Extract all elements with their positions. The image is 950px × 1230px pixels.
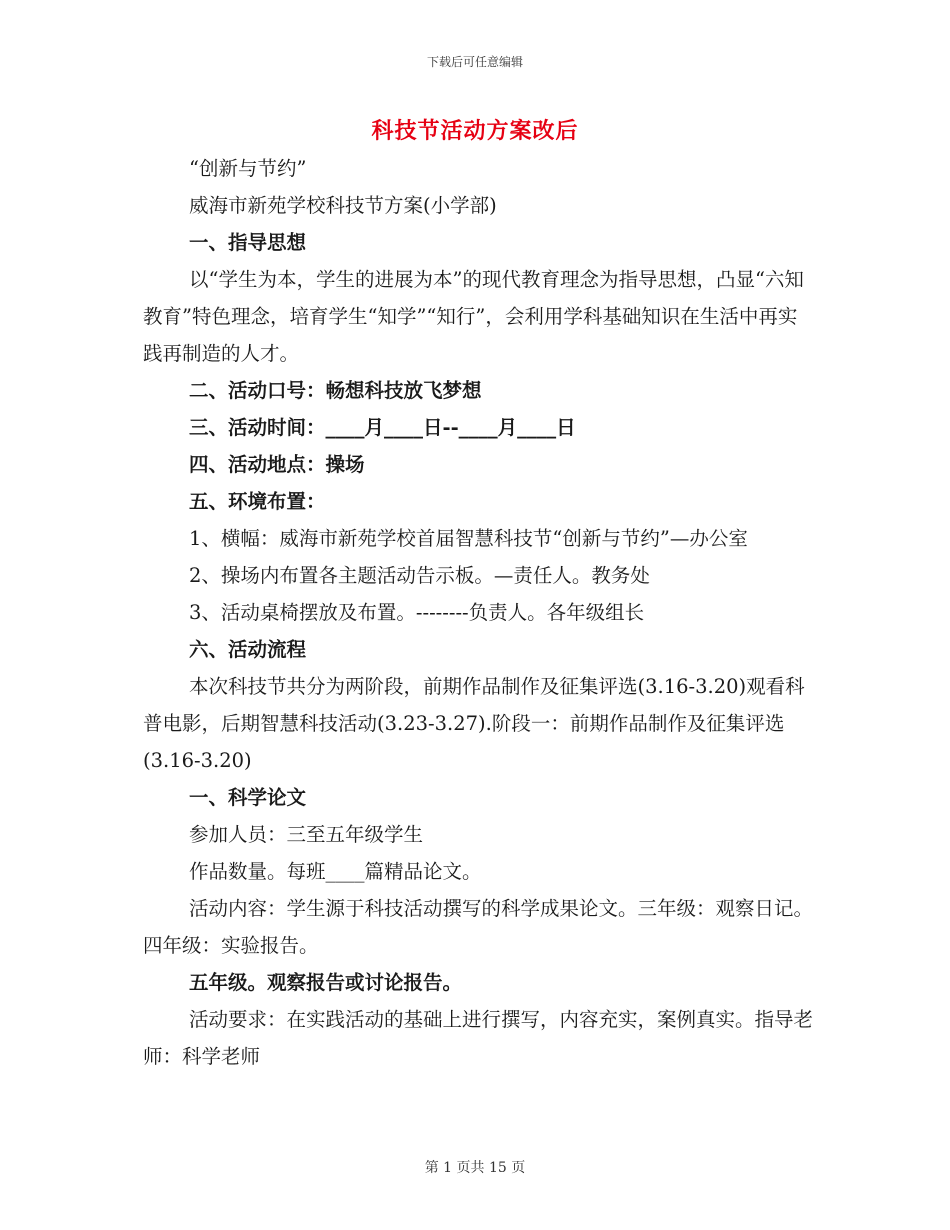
document-title: 科技节活动方案改后 xyxy=(371,118,579,144)
section-heading: 五年级。观察报告或讨论报告。 xyxy=(189,971,463,994)
list-item: 1、横幅：威海市新苑学校首届智慧科技节“创新与节约”—办公室 xyxy=(189,527,748,550)
section-heading: 三、活动时间：____月____日--____月____日 xyxy=(189,416,576,439)
document-body xyxy=(143,150,813,1075)
paragraph: 以“学生为本，学生的进展为本”的现代教育理念为指导思想，凸显“六知教育”特色理念，培育学生“知学”“知行”，会利用学科基础知识在生活中再实践再制造的人才。 xyxy=(143,268,804,365)
section-heading: 六、活动流程 xyxy=(189,638,307,661)
section-heading: 一、指导思想 xyxy=(189,231,307,254)
paragraph: 作品数量。每班____篇精品论文。 xyxy=(189,860,482,883)
paragraph: 威海市新苑学校科技节方案(小学部) xyxy=(189,194,497,217)
paragraph: 活动要求：在实践活动的基础上进行撰写，内容充实，案例真实。指导老师：科学老师 xyxy=(143,1008,814,1068)
section-heading: 一、科学论文 xyxy=(189,786,307,809)
page-number-footer: 第 1 页共 15 页 xyxy=(424,1160,526,1176)
page-header-note: 下载后可任意编辑 xyxy=(426,55,523,69)
section-heading: 五、环境布置： xyxy=(189,490,326,513)
section-heading: 二、活动口号：畅想科技放飞梦想 xyxy=(189,379,482,402)
paragraph: 活动内容：学生源于科技活动撰写的科学成果论文。三年级：观察日记。四年级：实验报告。 xyxy=(143,897,814,957)
paragraph: 本次科技节共分为两阶段，前期作品制作及征集评选(3.16-3.20)观看科普电影，后期智慧科技活动(3.23-3.27).阶段一：前期作品制作及征集评选(3.16-3.20) xyxy=(143,675,805,772)
section-heading: 四、活动地点：操场 xyxy=(189,453,365,476)
paragraph: “创新与节约” xyxy=(189,157,307,180)
list-item: 3、活动桌椅摆放及布置。--------负责人。各年级组长 xyxy=(189,601,645,624)
paragraph: 参加人员：三至五年级学生 xyxy=(189,823,424,846)
list-item: 2、操场内布置各主题活动告示板。—责任人。教务处 xyxy=(189,564,650,587)
